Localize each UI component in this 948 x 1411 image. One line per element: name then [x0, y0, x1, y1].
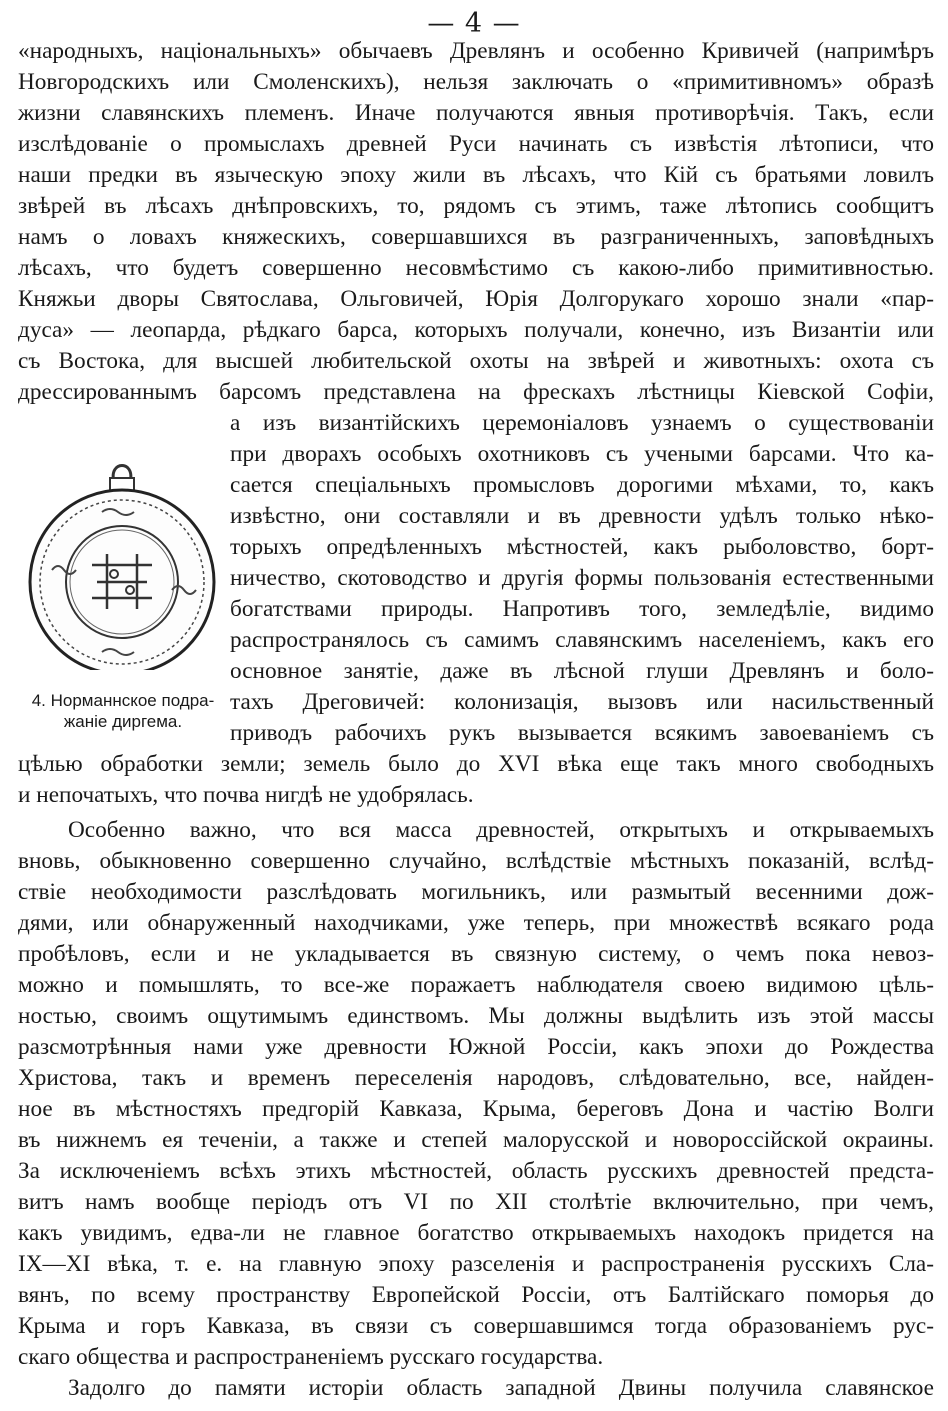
- text-line: въ нижнемъ ея теченіи, а также и степей малорусской и новороссійской окраины.: [18, 1126, 934, 1153]
- text-line: пробѣловъ, если и не укладывается въ связную систему, о чемъ пока невоз-: [18, 940, 934, 967]
- text-line: богатствами природы. Напротивъ того, земледѣліе, видимо: [230, 596, 934, 622]
- coin-illustration: [22, 450, 222, 670]
- text-line: вянъ, по всему пространству Европейской Россіи, отъ Балтійскаго поморья до: [18, 1281, 934, 1308]
- text-line: ничество, скотоводство и другія формы пользованія естественными: [230, 565, 934, 591]
- text-line: торыхъ опредѣленныхъ мѣстностей, какъ рыболовство, борт-: [230, 534, 934, 560]
- text-line: скаго общества и распространеніемъ русскаго государства.: [18, 1343, 604, 1370]
- text-line: распространялось съ самимъ славянскимъ населеніемъ, какъ его: [230, 627, 934, 653]
- text-line: сается спеціальныхъ промысловъ дорогими мѣхами, то, какъ: [230, 472, 934, 498]
- text-line: цѣлью обработки земли; земель было до XVI вѣка еще такъ много свободныхъ: [18, 751, 934, 777]
- text-line: разсмотрѣнныя нами уже древности Южной Россіи, какъ эпохи до Рождества: [18, 1033, 934, 1060]
- text-line: Задолго до памяти исторіи область западной Двины получила славянское: [68, 1374, 934, 1401]
- text-line: наши предки въ языческую эпоху жили въ лѣсахъ, что Кій съ братьями ловилъ: [18, 162, 934, 188]
- text-line: можно и помышлять, то все-же поражаетъ наблюдателя своею видимою цѣль-: [18, 971, 934, 998]
- page-number: — 4 —: [427, 8, 521, 39]
- text-line: Христова, такъ и временъ переселенія народовъ, слѣдовательно, все, найден-: [18, 1064, 934, 1091]
- text-line: За исключеніемъ всѣхъ этихъ мѣстностей, область русскихъ древностей предста-: [18, 1157, 934, 1184]
- text-line: при дворахъ особыхъ охотниковъ съ учеными барсами. Что ка-: [230, 441, 934, 467]
- caption-line: 4. Норманнское подра-: [31, 691, 215, 710]
- text-line: вновь, обыкновенно совершенно случайно, вслѣдствіе мѣстныхъ показаній, вслѣд-: [18, 847, 934, 874]
- text-line: дрессированнымъ барсомъ представлена на фрескахъ лѣстницы Кіевской Софіи,: [18, 379, 934, 405]
- text-line: извѣстно, они составляли и въ древности удѣлъ только нѣко-: [230, 503, 934, 529]
- text-line: дями, или обнаруженный находчиками, уже теперь, при множествѣ всякаго рода: [18, 909, 934, 936]
- text-line: а изъ византійскихъ церемоніаловъ узнаемъ о существованіи: [230, 410, 934, 436]
- text-line: ностью, своимъ ощутимымъ единствомъ. Мы должны выдѣлить изъ этой массы: [18, 1002, 934, 1029]
- text-line: и непочатыхъ, что почва нигдѣ не удобрялась.: [18, 782, 474, 808]
- text-line: Крыма и горъ Кавказа, въ связи съ совершавшимся тогда образованіемъ рус-: [18, 1312, 934, 1339]
- text-line: IX—XI вѣка, т. е. на главную эпоху разселенія и распространенія русскихъ Сла-: [18, 1250, 934, 1277]
- text-line: жизни славянскихъ племенъ. Иначе получаются явныя противорѣчія. Такъ, если: [18, 100, 934, 126]
- text-line: ствіе необходимости разслѣдовать могильникъ, или размытый весенними дож-: [18, 878, 934, 905]
- text-line: «народныхъ, національныхъ» обычаевъ Древлянъ и особенно Кривичей (напримѣръ: [18, 38, 934, 64]
- text-line: изслѣдованіе о промыслахъ древней Руси начинать съ извѣстія лѣтописи, что: [18, 131, 934, 157]
- text-line: приводъ рабочихъ рукъ вызывается всякимъ завоеваніемъ съ: [230, 720, 934, 746]
- text-line: лѣсахъ, что будетъ совершенно несовмѣстимо съ какою-либо примитивностью.: [18, 255, 934, 281]
- text-line: дуса» — леопарда, рѣдкаго барса, которыхъ получали, конечно, изъ Византіи или: [18, 317, 934, 343]
- text-line: Особенно важно, что вся масса древностей, открытыхъ и открываемыхъ: [68, 816, 934, 843]
- text-line: какъ увидимъ, едва-ли не главное богатство открываемыхъ находокъ придется на: [18, 1219, 934, 1246]
- caption-line: жаніе диргема.: [63, 712, 183, 731]
- figure-caption: [18, 690, 228, 732]
- text-line: съ Востока, для высшей любительской охоты на звѣрей и животныхъ: охота съ: [18, 348, 934, 374]
- text-line: ное въ мѣстностяхъ предгорій Кавказа, Крыма, береговъ Дона и частію Волги: [18, 1095, 934, 1122]
- text-line: намъ о ловахъ княжескихъ, совершавшихся въ разграниченныхъ, заповѣдныхъ: [18, 224, 934, 250]
- text-line: звѣрей въ лѣсахъ днѣпровскихъ, то, рядомъ съ этимъ, таже лѣтопись сообщитъ: [18, 193, 934, 219]
- text-line: тахъ Дреговичей: колонизація, вызовъ или насильственный: [230, 689, 934, 715]
- text-line: Новгородскихъ или Смоленскихъ), нельзя заключать о «примитивномъ» образѣ: [18, 69, 934, 95]
- text-line: витъ намъ вообще періодъ отъ VI по XII столѣтіе включительно, при чемъ,: [18, 1188, 934, 1215]
- coin-pendant-image: [22, 450, 222, 670]
- text-line: Княжьи дворы Святослава, Ольговичей, Юрія Долгорукаго хорошо знали «пар-: [18, 286, 934, 312]
- text-line: основное занятіе, даже въ лѣсной глуши Древлянъ и боло-: [230, 658, 934, 684]
